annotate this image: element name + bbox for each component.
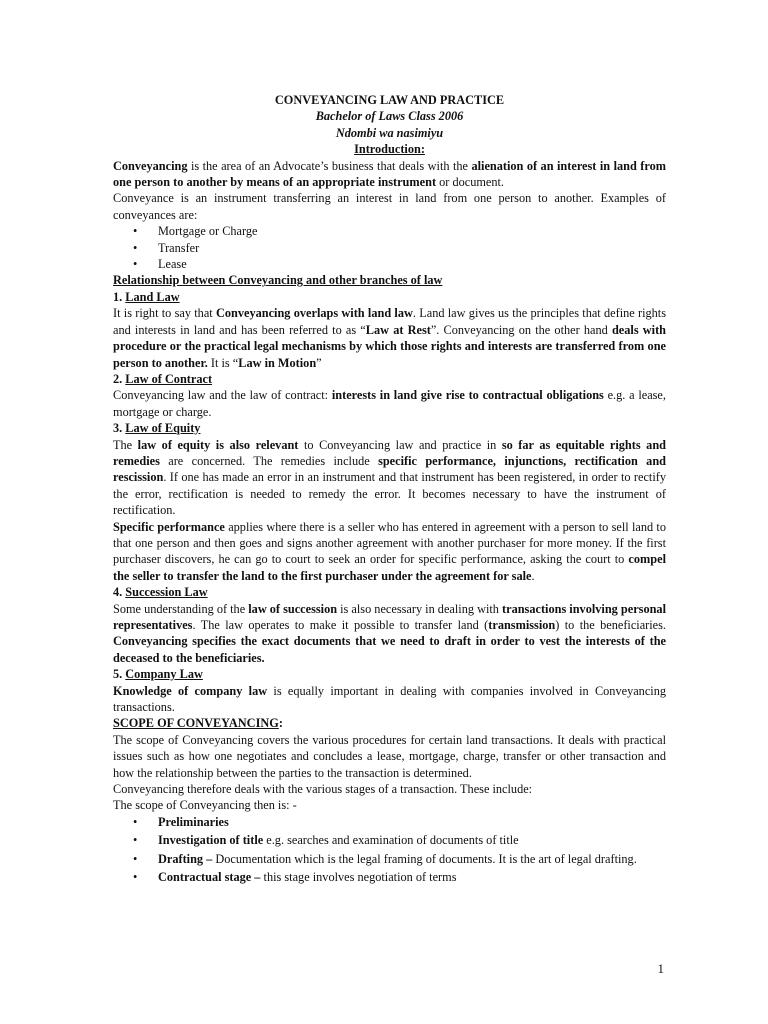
text-segment: Investigation of title	[158, 833, 264, 848]
text-segment: It is “	[207, 355, 239, 370]
text-segment: . The law operates to make it possible to transfer land (	[192, 618, 489, 632]
text-segment: Contractual stage –	[158, 870, 261, 885]
text-segment: transmission	[488, 618, 556, 632]
list-item: • Lease	[133, 257, 187, 272]
class-subtitle: Bachelor of Laws Class 2006	[315, 109, 464, 124]
text-segment: e.g. a lease, mortgage or charge.	[113, 388, 666, 419]
land-law-paragraph	[113, 305, 666, 371]
list-item	[113, 869, 666, 885]
text-segment: law of equity is also relevant	[137, 437, 299, 452]
bullet-icon: •	[133, 833, 138, 848]
text-segment: . Land law gives us the principles that define rights and interests in land and has been referred to as “	[113, 306, 667, 337]
text-segment: Law at Rest	[365, 322, 431, 337]
text-segment: so far as equitable rights and remedies	[113, 437, 666, 468]
page-number: 1	[657, 961, 664, 976]
contract-law-heading: 2. Law of Contract	[113, 371, 213, 386]
text-segment: applies where there is a seller who has entered in agreement with a person to sell land to that one person and then goes and signs another agreement with another purchaser for more money. If the first purchaser discovers, he can go to court to seek an order for specific performance, asking the court to	[113, 519, 666, 567]
bullet-icon: •	[133, 224, 138, 239]
text-segment: deals with procedure or the practical legal mechanisms by which those rights and interests are transferred from one person to another.	[113, 322, 667, 370]
author-name: Ndombi wa nasimiyu	[335, 125, 444, 140]
scope-stages-paragraph	[113, 781, 666, 797]
text-segment: is equally important in dealing with companies involved in Conveyancing transactions.	[113, 683, 666, 715]
specific-performance-paragraph	[113, 519, 666, 585]
bullet-icon: •	[133, 257, 138, 272]
text-segment: Conveyancing specifies the exact documents that we need to draft in order to vest the interests of the deceased to the beneficiaries.	[113, 634, 666, 665]
scope-intro-line	[113, 797, 666, 813]
company-law-heading: 5. Company Law	[113, 667, 203, 682]
list-item	[113, 851, 666, 867]
text-segment: The scope of Conveyancing then is: -	[113, 798, 297, 813]
text-segment: Conveyancing therefore deals with the various stages of a transaction. These include:	[113, 782, 533, 797]
list-item: • Transfer	[133, 240, 200, 255]
text-segment: is the area of an Advocate’s business that deals with the	[187, 158, 472, 173]
text-segment: Documentation which is the legal framing of documents. It is the art of legal drafting.	[212, 851, 637, 866]
introduction-heading: Introduction:	[354, 142, 425, 157]
text-segment: Conveyancing overlaps with land law	[215, 306, 413, 321]
text-segment: or document.	[436, 175, 505, 190]
list-item: • Mortgage or Charge	[133, 224, 258, 239]
text-segment: The scope of Conveyancing covers the various procedures for certain land transactions. It deals with practical issues such as how one negotiates and concludes a lease, mortgage, charge, transfer or other transaction and how the relationship between the parties to the transaction is determined.	[113, 732, 666, 780]
conveyancing-definition	[113, 158, 666, 191]
text-segment: law of succession	[248, 601, 338, 616]
equity-paragraph	[113, 437, 666, 519]
text-segment: compel the seller to transfer the land to the first purchaser under the agreement for sale	[113, 552, 666, 583]
text-segment: Conveyancing law and the law of contract:	[113, 388, 332, 403]
scope-paragraph	[113, 732, 666, 781]
text-segment: interests in land give rise to contractual obligations	[331, 388, 604, 403]
succession-paragraph	[113, 601, 666, 667]
document-title: CONVEYANCING LAW AND PRACTICE	[274, 93, 505, 107]
scope-heading: SCOPE OF CONVEYANCING:	[113, 716, 283, 731]
bullet-icon: •	[133, 870, 138, 885]
relationship-heading: Relationship between Conveyancing and other branches of law	[113, 273, 443, 288]
list-item	[113, 832, 666, 848]
text-segment: ”	[316, 355, 322, 370]
text-segment: Law in Motion	[238, 355, 317, 370]
text-segment: Preliminaries	[158, 814, 229, 829]
land-law-heading: 1. Land Law	[113, 289, 180, 304]
text-segment: Knowledge of company law	[113, 683, 268, 698]
bullet-icon: •	[133, 240, 138, 255]
text-segment: alienation of an interest in land from one person to another by means of an appropriate instrument	[113, 158, 666, 190]
list-item	[113, 814, 666, 830]
text-segment: Specific performance	[113, 519, 225, 534]
text-segment: transactions involving personal representatives	[113, 601, 666, 632]
text-segment: ) to the beneficiaries.	[555, 618, 666, 632]
text-segment: . If one has made an error in an instrument and that instrument has been registered, in order to rectify the error, rectification is needed to remedy the error. It becomes necessary to have the instrument of rectification.	[113, 470, 666, 518]
text-segment: Some understanding of the	[113, 601, 249, 616]
text-segment: Conveyance is an instrument transferring an interest in land from one person to another. Examples of conveyances are:	[113, 191, 666, 222]
text-segment: specific performance, injunctions, rectification and rescission	[113, 453, 666, 485]
text-segment: to Conveyancing law and practice in	[298, 437, 502, 452]
text-segment: is also necessary in dealing with	[337, 601, 503, 616]
text-segment: .	[531, 568, 535, 583]
equity-heading: 3. Law of Equity	[113, 421, 201, 436]
contract-law-paragraph	[113, 387, 666, 420]
text-segment: Conveyancing	[113, 158, 188, 173]
bullet-icon: •	[133, 851, 138, 866]
text-segment: e.g. searches and examination of documents of title	[263, 833, 519, 848]
page-content	[113, 92, 666, 888]
bullet-icon: •	[133, 814, 138, 829]
scope-list	[113, 814, 666, 886]
succession-heading: 4. Succession Law	[113, 585, 208, 600]
company-law-paragraph	[113, 683, 666, 716]
text-segment: The	[113, 437, 138, 452]
text-segment: Drafting –	[158, 851, 213, 866]
text-segment: are concerned. The remedies include	[159, 453, 379, 468]
conveyance-definition	[113, 190, 666, 223]
text-segment: this stage involves negotiation of terms	[260, 870, 457, 885]
text-segment: It is right to say that	[113, 306, 216, 321]
text-segment: ”. Conveyancing on the other hand	[430, 322, 612, 337]
conveyance-examples-list	[113, 223, 666, 272]
